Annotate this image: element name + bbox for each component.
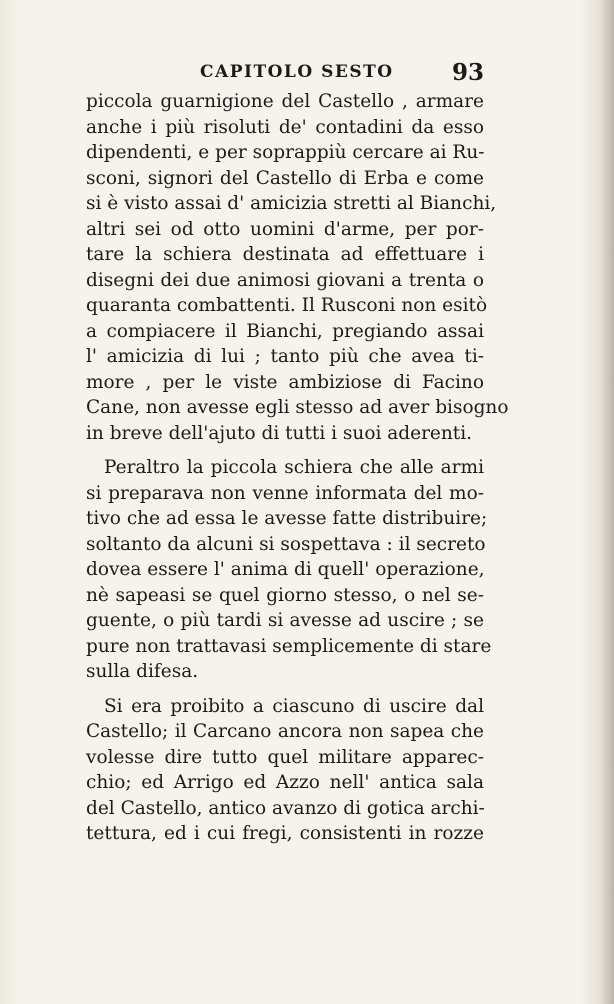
- text-line: tettura, ed i cui fregi, consistenti in rozze: [86, 823, 484, 844]
- text-line: si preparava non venne informata del mo-: [86, 482, 484, 504]
- text-line: piccola guarnigione del Castello , armare: [86, 91, 484, 112]
- text-line: Castello; il Carcano ancora non sapea che: [86, 721, 484, 742]
- page-header: [200, 59, 490, 92]
- text-line: quaranta combattenti. Il Rusconi non esitò: [86, 295, 488, 316]
- text-line: l' amicizia di lui ; tanto più che avea ti-: [86, 346, 484, 367]
- text-line: dipendenti, e per soprappiù cercare ai Ru-: [86, 142, 485, 163]
- text-line: more , per le viste ambiziose di Facino: [86, 371, 484, 393]
- text-line: tare la schiera destinata ad effettuare i: [86, 244, 484, 265]
- text-line: disegni dei due animosi giovani a trenta o: [86, 269, 484, 291]
- text-line: volesse dire tutto quel militare apparec-: [86, 746, 484, 768]
- text-line: Si era proibito a ciascuno di uscire dal: [104, 695, 484, 717]
- page-number: 93: [451, 59, 484, 86]
- text-line: si è visto assai d' amicizia stretti al Bianchi,: [86, 193, 497, 214]
- text-line: anche i più risoluti de' contadini da esso: [86, 116, 484, 138]
- text-line: altri sei od otto uomini d'arme, per por-: [86, 218, 484, 240]
- text-line: pure non trattavasi semplicemente di stare: [86, 635, 492, 657]
- running-title: CAPITOLO SESTO: [200, 62, 394, 82]
- text-line: Cane, non avesse egli stesso ad aver bisogno: [86, 397, 509, 418]
- text-line: Peraltro la piccola schiera che alle armi: [104, 457, 484, 478]
- text-line: chio; ed Arrigo ed Azzo nell' antica sala: [86, 772, 484, 793]
- text-line: del Castello, antico avanzo di gotica archi-: [86, 797, 485, 819]
- page-spine-shadow: [600, 0, 614, 1004]
- text-line: dovea essere l' anima di quell' operazione,: [86, 559, 485, 580]
- text-line: sconi, signori del Castello di Erba e come: [86, 167, 484, 189]
- text-line: soltanto da alcuni si sospettava : il secreto: [86, 533, 486, 555]
- text-line: guente, o più tardi si avesse ad uscire ; se: [86, 610, 484, 631]
- text-line: a compiacere il Bianchi, pregiando assai: [86, 320, 484, 342]
- text-line: sulla difesa.: [86, 661, 199, 682]
- text-line: tivo che ad essa le avesse fatte distribuire;: [86, 508, 488, 529]
- text-line: nè sapeasi se quel giorno stesso, o nel se-: [86, 584, 484, 606]
- text-line: in breve dell'ajuto di tutti i suoi aderenti.: [86, 422, 473, 444]
- body-text: [86, 89, 509, 847]
